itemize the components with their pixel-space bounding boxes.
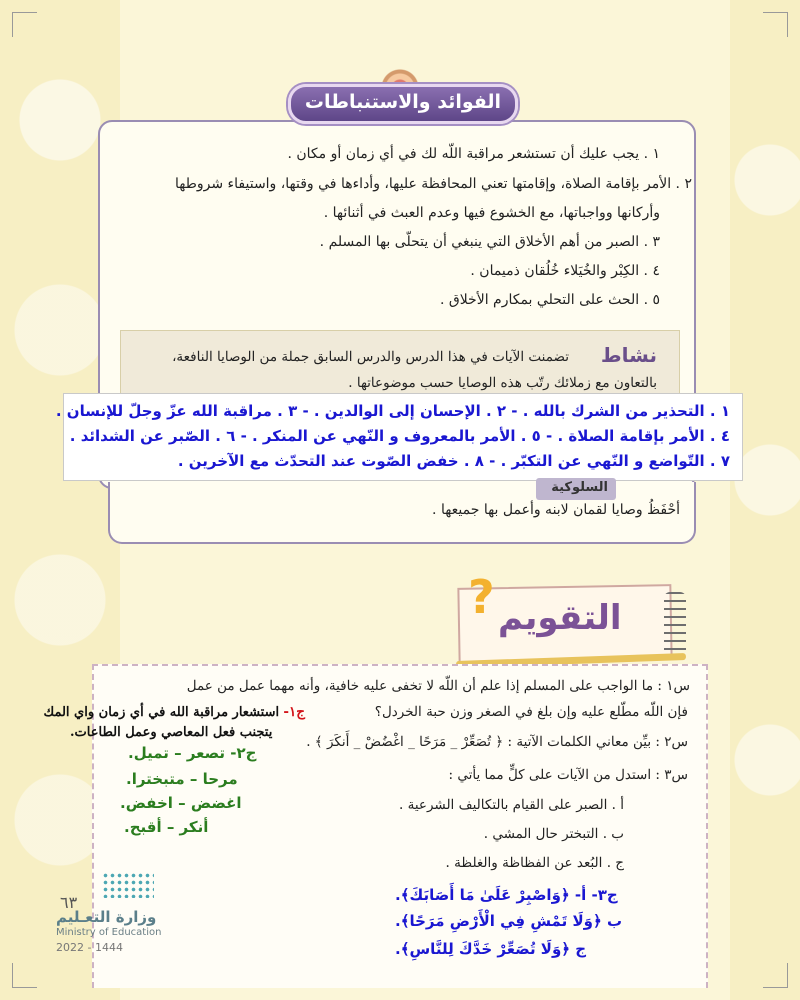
- question-3-item: ب . التبختر حال المشي .: [483, 826, 624, 842]
- behavior-tab-label: السلوكية: [551, 480, 608, 495]
- answer-2-line: مرحا – متبخترا.: [126, 770, 238, 788]
- activity-box: [120, 330, 680, 400]
- edition-year: 2022 - 1444: [56, 941, 123, 954]
- answer-1-text: استشعار مراقبة الله في أي زمان واي المك: [43, 705, 280, 720]
- answer-1-line1: [0, 704, 305, 720]
- answer-1-text: يتجنب فعل المعاصي وعمل الطاعات.: [70, 725, 273, 740]
- crop-mark: [12, 963, 37, 988]
- question-mark-icon: ?: [468, 570, 495, 624]
- ministry-name-arabic: وزارة التعـليم: [56, 908, 157, 926]
- activity-instruction: بالتعاون مع زملائك رتّب هذه الوصايا حسب موضوعاتها .: [348, 375, 657, 391]
- question-1-continued: فإن اللّه مطّلع عليه وإن بلغ في الصغر وزن حبة الخردل؟: [374, 704, 688, 720]
- answer-2-line: ج٢- تصعر – تميل.: [128, 744, 257, 762]
- lesson-item: ٢ . الأمر بإقامة الصلاة، وإقامتها تعني المحافظة عليها، وأداءها في وقتها، واستيفاء شروطها: [175, 176, 692, 192]
- activity-label: نشاط: [600, 343, 657, 367]
- lesson-item: ٥ . الحث على التحلي بمكارم الأخلاق .: [439, 292, 660, 308]
- lesson-item-continued: وأركانها وواجباتها، مع الخشوع فيها وعدم العبث في أثنائها .: [323, 205, 660, 221]
- crop-mark: [12, 12, 37, 37]
- activity-answers-box: [55, 393, 743, 481]
- lesson-item: ٣ . الصبر من أهم الأخلاق التي ينبغي أن يتحلّى بها المسلم .: [319, 234, 660, 250]
- behavior-text: أحْفَظُ وصايا لقمان لابنه وأعمل بها جميعها .: [432, 502, 680, 518]
- ministry-name-english: Ministry of Education: [56, 927, 162, 938]
- crop-mark: [763, 963, 788, 988]
- question-3-item: أ . الصبر على القيام بالتكاليف الشرعية .: [399, 797, 624, 813]
- answer-1-label: ج١-: [283, 704, 305, 720]
- section-title: الفوائد والاستنباطات: [304, 91, 502, 113]
- answer-3-line: ب ﴿وَلَا تَمْشِ فِي الْأَرْضِ مَرَحًا﴾.: [395, 912, 623, 930]
- question-2: س٢ : بيِّن معاني الكلمات الآتية : ﴿ تُصَعِّرْ _ مَرَحًا _ اغْضُضْ _ أَنكَرَ ﴾ .: [306, 734, 688, 750]
- page-number: ٦٣: [60, 893, 78, 912]
- question-3: س٣ : استدل من الآيات على كلٍّ مما يأتي :: [448, 767, 688, 783]
- lesson-item: ١ . يجب عليك أن تستشعر مراقبة اللّه لك في أي زمان أو مكان .: [287, 146, 660, 162]
- answer-line: ٤ . الأمر بإقامة الصلاة . - ٥ . الأمر بالمعروف و النّهي عن المنكر . - ٦ . الصّبر عن الشدائد .: [69, 427, 730, 445]
- answer-3-line: ج٣- أ- ﴿وَاصْبِرْ عَلَىٰ مَا أَصَابَكَ﴾.: [395, 886, 618, 904]
- evaluation-title: التقويم: [498, 598, 622, 638]
- answer-2-line: أنكر – أقبح.: [124, 818, 209, 836]
- answer-line: ١ . التحذير من الشرك بالله . - ٢ . الإحسان إلى الوالدين . - ٣ . مراقبة الله عزّ وجلّ للإنسان .: [55, 402, 730, 420]
- lesson-item: ٤ . الكِبْر والخُيَلاء خُلُقان ذميمان .: [470, 263, 660, 279]
- question-3-item: ج . البُعد عن الفظاظة والغلظة .: [445, 855, 624, 871]
- crop-mark: [763, 12, 788, 37]
- answer-1-line2: [70, 724, 272, 740]
- behavior-tab: [536, 478, 616, 500]
- answer-2-line: اغضض – اخفض.: [120, 794, 242, 812]
- right-ornament-pattern: [730, 0, 800, 1000]
- activity-instruction: تضمنت الآيات في هذا الدرس والدرس السابق جملة من الوصايا النافعة،: [172, 349, 569, 365]
- notebook-spiral-icon: [664, 592, 686, 656]
- question-1: س١ : ما الواجب على المسلم إذا علم أن اللّه لا تخفى عليه خافية، وأنه مهما عمل من عمل: [186, 678, 690, 694]
- ministry-logo-icon: [102, 872, 154, 898]
- answer-3-line: ج ﴿وَلَا تُصَعِّرْ خَدَّكَ لِلنَّاسِ﴾.: [395, 940, 587, 958]
- section-title-banner: [288, 84, 518, 124]
- answer-line: ٧ . التّواضع و النّهي عن التكبّر . - ٨ . خفض الصّوت عند التحدّث مع الآخرين .: [177, 452, 730, 470]
